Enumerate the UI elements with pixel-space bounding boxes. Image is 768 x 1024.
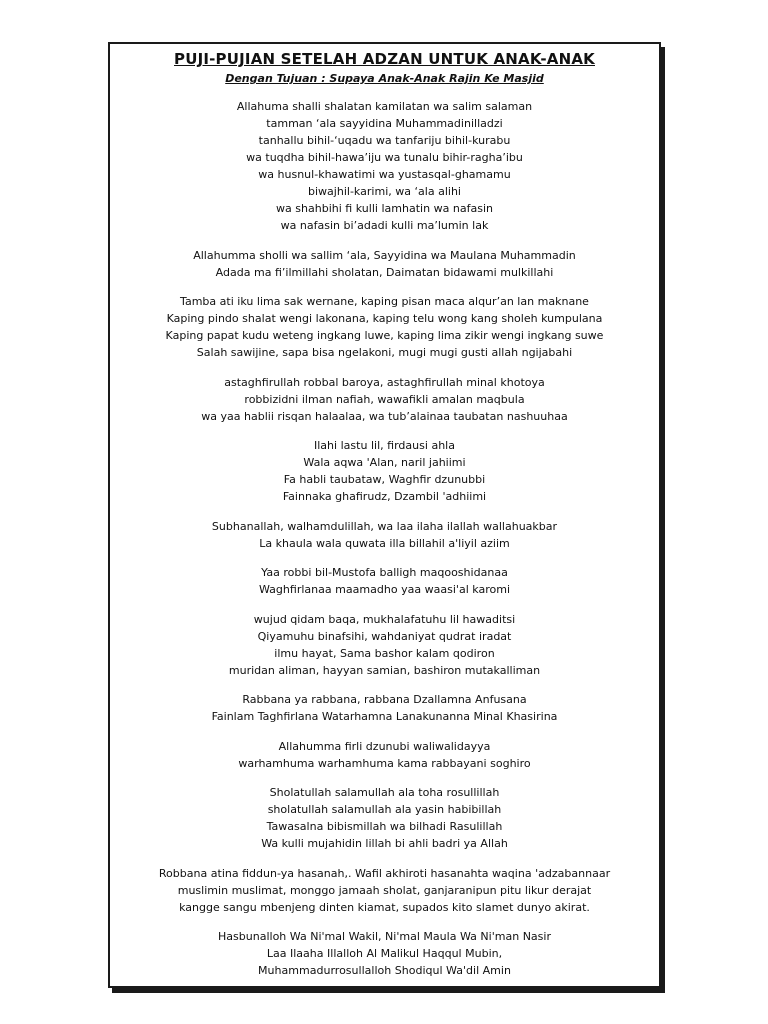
stanza [108, 247, 661, 281]
verse-line: Subhanallah, walhamdulillah, wa laa ilaha ilallah wallahuakbar [211, 519, 558, 533]
verse-line: muridan aliman, hayyan samian, bashiron mutakalliman [228, 663, 541, 677]
verse-line: La khaula wala quwata illa billahil a'liyil aziim [259, 536, 510, 550]
verse-line: wa nafasin bi’adadi kulli ma’lumin lak [280, 219, 489, 232]
verse-line: Qiyamuhu binafsihi, wahdaniyat qudrat iradat [257, 629, 512, 643]
document-title: PUJI-PUJIAN SETELAH ADZAN UNTUK ANAK-ANAK [174, 50, 595, 68]
stanza [108, 738, 661, 772]
verse-line: kangge sangu mbenjeng dinten kiamat, supados kito slamet dunyo akirat. [179, 900, 590, 914]
verse-line: Wa kulli mujahidin lillah bi ahli badri ya Allah [261, 837, 508, 850]
verse-line: Laa Ilaaha Illalloh Al Malikul Haqqul Mubin, [266, 947, 503, 960]
verse-line: Kaping papat kudu weteng ingkang luwe, kaping lima zikir wengi ingkang suwe [165, 329, 604, 342]
stanza [108, 865, 661, 916]
stanza-list [108, 98, 661, 979]
stanza [108, 784, 661, 852]
verse-line: robbizidni ilman nafiah, wawafikli amalan maqbula [244, 392, 525, 406]
verse-line: wa yaa hablii risqan halaalaa, wa tub’alainaa taubatan nashuuhaa [201, 409, 568, 423]
verse-line: astaghfirullah robbal baroya, astaghfirullah minal khotoya [224, 375, 545, 389]
verse-line: wa husnul-khawatimi wa yustasqal-ghamamu [258, 168, 511, 181]
verse-line: Hasbunalloh Wa Ni'mal Wakil, Ni'mal Maula Wa Ni'man Nasir [217, 930, 552, 943]
stanza [108, 691, 661, 725]
stanza [108, 564, 661, 598]
verse-line: Adada ma fi’ilmillahi sholatan, Daimatan bidawami mulkillahi [215, 265, 554, 279]
verse-line: wa shahbihi fi kulli lamhatin wa nafasin [276, 202, 493, 215]
verse-line: Robbana atina fiddun-ya hasanah,. Wafil akhiroti hasanahta waqina 'adzabannaar [158, 866, 611, 880]
verse-line: Allahumma sholli wa sallim ‘ala, Sayyidina wa Maulana Muhammadin [193, 248, 576, 262]
verse-line: wujud qidam baqa, mukhalafatuhu lil hawaditsi [253, 612, 516, 626]
verse-line: Sholatullah salamullah ala toha rosullillah [269, 786, 500, 799]
verse-line: Fa habli taubataw, Waghfir dzunubbi [283, 473, 486, 486]
verse-line: biwajhil-karimi, wa ‘ala alihi [307, 185, 461, 198]
verse-line: muslimin muslimat, monggo jamaah sholat, ganjaranipun pitu likur derajat [177, 883, 592, 897]
verse-line: Muhammadurrosullalloh Shodiqul Wa'dil Amin [258, 964, 511, 977]
verse-line: Kaping pindo shalat wengi lakonana, kaping telu wong kang sholeh kumpulana [166, 312, 603, 325]
verse-line: Yaa robbi bil-Mustofa balligh maqooshidanaa [261, 566, 508, 579]
stanza [108, 928, 661, 979]
verse-line: Tawasalna bibismillah wa bilhadi Rasulillah [266, 820, 503, 833]
verse-line: Wala aqwa 'Alan, naril jahiimi [303, 456, 466, 469]
verse-line: Allahumma firli dzunubi waliwalidayya [278, 739, 491, 753]
verse-line: Fainnaka ghafirudz, Dzambil 'adhiimi [282, 490, 487, 503]
stanza [108, 293, 661, 361]
verse-line: ilmu hayat, Sama bashor kalam qodiron [274, 646, 495, 660]
stanza [108, 98, 661, 234]
verse-line: wa tuqdha bihil-hawa’iju wa tunalu bihir-ragha’ibu [246, 151, 523, 164]
verse-line: Rabbana ya rabbana, rabbana Dzallamna Anfusana [242, 693, 527, 706]
verse-line: tanhallu bihil-‘uqadu wa tanfariju bihil-kurabu [258, 134, 511, 147]
stanza [108, 374, 661, 425]
verse-line: warhamhuma warhamhuma kama rabbayani soghiro [238, 756, 531, 770]
verse-line: Waghfirlanaa maamadho yaa waasi'al karomi [258, 583, 511, 596]
stanza [108, 611, 661, 679]
stanza [108, 437, 661, 505]
verse-line: Tamba ati iku lima sak wernane, kaping pisan maca alqur’an lan maknane [180, 295, 589, 308]
document-subtitle: Dengan Tujuan : Supaya Anak-Anak Rajin Ke Masjid [225, 72, 544, 85]
verse-line: tamman ‘ala sayyidina Muhammadinilladzi [266, 117, 503, 130]
stanza [108, 518, 661, 552]
verse-line: Allahuma shalli shalatan kamilatan wa salim salaman [236, 100, 533, 113]
verse-line: Ilahi lastu lil, firdausi ahla [314, 439, 455, 452]
verse-line: Salah sawijine, sapa bisa ngelakoni, mugi mugi gusti allah ngijabahi [196, 346, 573, 359]
verse-line: Fainlam Taghfirlana Watarhamna Lanakunanna Minal Khasirina [211, 710, 558, 723]
verse-line: sholatullah salamullah ala yasin habibillah [267, 803, 502, 816]
document-body [108, 48, 661, 992]
